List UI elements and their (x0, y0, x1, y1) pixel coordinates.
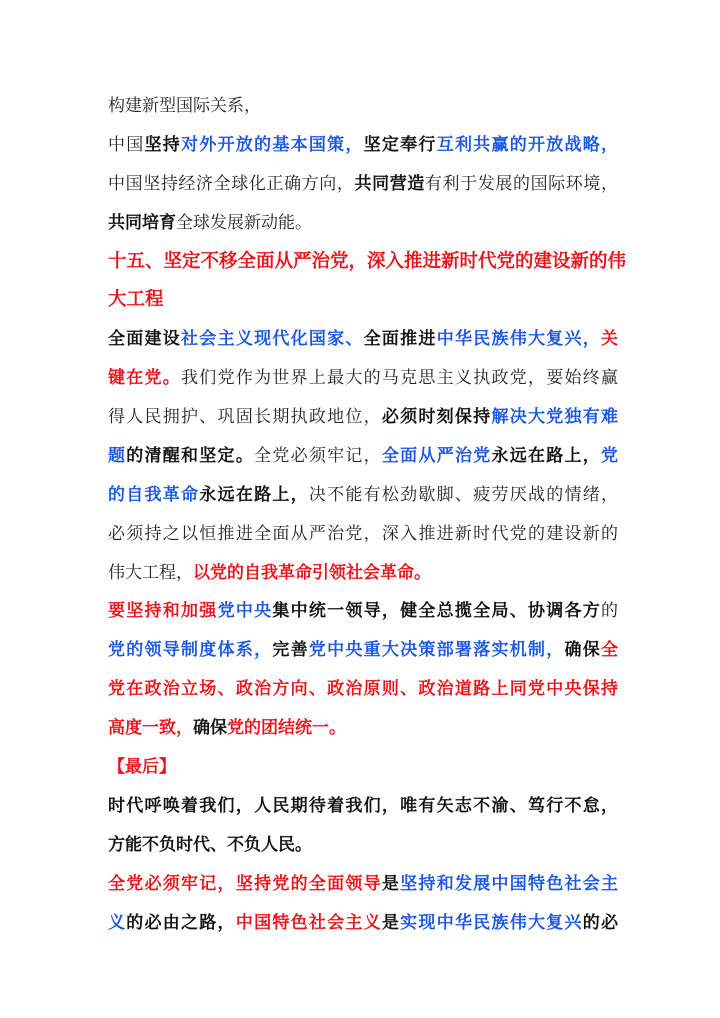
highlight-red-text: 党的团结统一。 (227, 718, 346, 738)
body-text: 必须持之以恒推进全面从严治党，深入推进新时代党的建设新的 (108, 524, 618, 544)
highlight-blue-text: 党 (601, 446, 619, 466)
text-line (108, 326, 618, 352)
highlight-blue-text: 义 (108, 913, 127, 933)
body-text: 构建新型国际关系， (108, 96, 261, 116)
body-text: 必须时刻保持 (381, 407, 492, 427)
highlight-blue-text: 实现中华民族伟大复兴 (400, 913, 583, 933)
body-text: 的必由之路， (126, 913, 236, 933)
highlight-red-text: 键在党。 (108, 368, 182, 388)
text-line (108, 676, 618, 702)
body-text: 确保 (564, 640, 602, 660)
highlight-red-text: 【最后】 (108, 757, 176, 777)
body-text: 得人民拥护、巩固长期执政地位， (108, 407, 382, 427)
text-line (108, 443, 618, 469)
body-text: 全党必须牢记， (254, 446, 382, 466)
text-line (108, 365, 618, 391)
text-line (108, 404, 618, 430)
highlight-red-text: 党在政治立场、政治方向、政治原则、政治道路上同党中央保持 (108, 679, 618, 699)
highlight-blue-text: 的自我革命 (108, 485, 200, 505)
body-text: 的必 (582, 913, 619, 933)
highlight-blue-text: 社会主义现代化国家、 (181, 329, 364, 349)
text-line (108, 598, 618, 624)
highlight-blue-text: 对外开放的基本国策， (181, 135, 364, 155)
highlight-blue-text: 坚持和发展中国特色社会主 (400, 874, 619, 894)
body-text: 中国坚持经济全球化正确方向， (108, 174, 355, 194)
highlight-red-text: 大工程 (108, 289, 164, 310)
text-line (108, 560, 618, 586)
highlight-red-text: 全 (601, 640, 619, 660)
text-line (108, 793, 618, 819)
body-text: 永远在路上， (199, 485, 309, 505)
text-line (108, 482, 618, 508)
text-line (108, 132, 618, 158)
body-text: 全面建设 (108, 329, 182, 349)
highlight-blue-text: 党中央重大决策部署落实机制， (308, 640, 565, 660)
body-text: 方能不负时代、不负人民。 (108, 835, 312, 855)
body-text: 中国 (108, 135, 145, 155)
body-text: 永远在路上， (491, 446, 602, 466)
body-text: 的清醒和坚定。 (126, 446, 255, 466)
text-line (108, 171, 618, 197)
body-text: 共同营造 (354, 174, 425, 194)
highlight-blue-text: 党的领导制度体系， (108, 640, 273, 660)
text-line (108, 715, 618, 741)
body-text: 时代呼唤着我们，人民期待着我们，唯有矢志不渝、笃行不怠， (108, 796, 618, 816)
highlight-red-text: 全党必须牢记， (108, 874, 236, 894)
highlight-blue-text: 解决大党独有难 (491, 407, 619, 427)
body-text: 集中统一领导，健全总揽全局、协调各方 (272, 601, 602, 621)
text-line (108, 93, 618, 119)
highlight-blue-text: 题 (108, 446, 127, 466)
body-text: 我们党作为世界上最大的马克思主义执政党，要始终赢 (181, 368, 619, 388)
body-text: 坚定奉行 (363, 135, 437, 155)
highlight-red-text: 要坚持和加强 (108, 601, 218, 621)
highlight-red-text: 关 (601, 329, 619, 349)
highlight-blue-text: 全面从严治党 (381, 446, 492, 466)
highlight-red-text: 十五、坚定不移全面从严治党，深入推进新时代党的建设新的伟 (108, 251, 627, 272)
body-text: 坚持 (144, 135, 182, 155)
body-text: 是 (381, 874, 401, 894)
body-text: 完善 (272, 640, 309, 660)
text-line (108, 521, 618, 547)
text-line (108, 754, 618, 780)
highlight-red-text: 以党的自我革命引领社会革命。 (193, 563, 431, 583)
highlight-blue-text: 互利共赢的开放战略， (436, 135, 619, 155)
text-line (108, 910, 618, 936)
highlight-blue-text: 党中央 (217, 601, 273, 621)
text-line (108, 832, 618, 858)
body-text: 共同培育 (108, 213, 176, 233)
body-text: 决不能有松劲歇脚、疲劳厌战的情绪， (308, 485, 619, 505)
highlight-red-text: 中国特色社会主义 (235, 913, 382, 933)
body-text: 全球发展新动能。 (176, 213, 312, 233)
highlight-red-text: 高度一致， (108, 718, 193, 738)
highlight-blue-text: 中华民族伟大复兴， (436, 329, 602, 349)
body-text: 是 (381, 913, 401, 933)
body-text: 伟大工程， (108, 563, 193, 583)
text-line (108, 871, 618, 897)
text-line (108, 210, 618, 236)
body-text: 有利于发展的国际环境， (424, 174, 619, 194)
text-line (108, 287, 618, 313)
text-line (108, 637, 618, 663)
body-text: 全面推进 (363, 329, 437, 349)
body-text: 确保 (193, 718, 227, 738)
body-text: 的 (601, 601, 619, 621)
text-line (108, 249, 627, 275)
highlight-red-text: 坚持党的全面领导 (235, 874, 382, 894)
